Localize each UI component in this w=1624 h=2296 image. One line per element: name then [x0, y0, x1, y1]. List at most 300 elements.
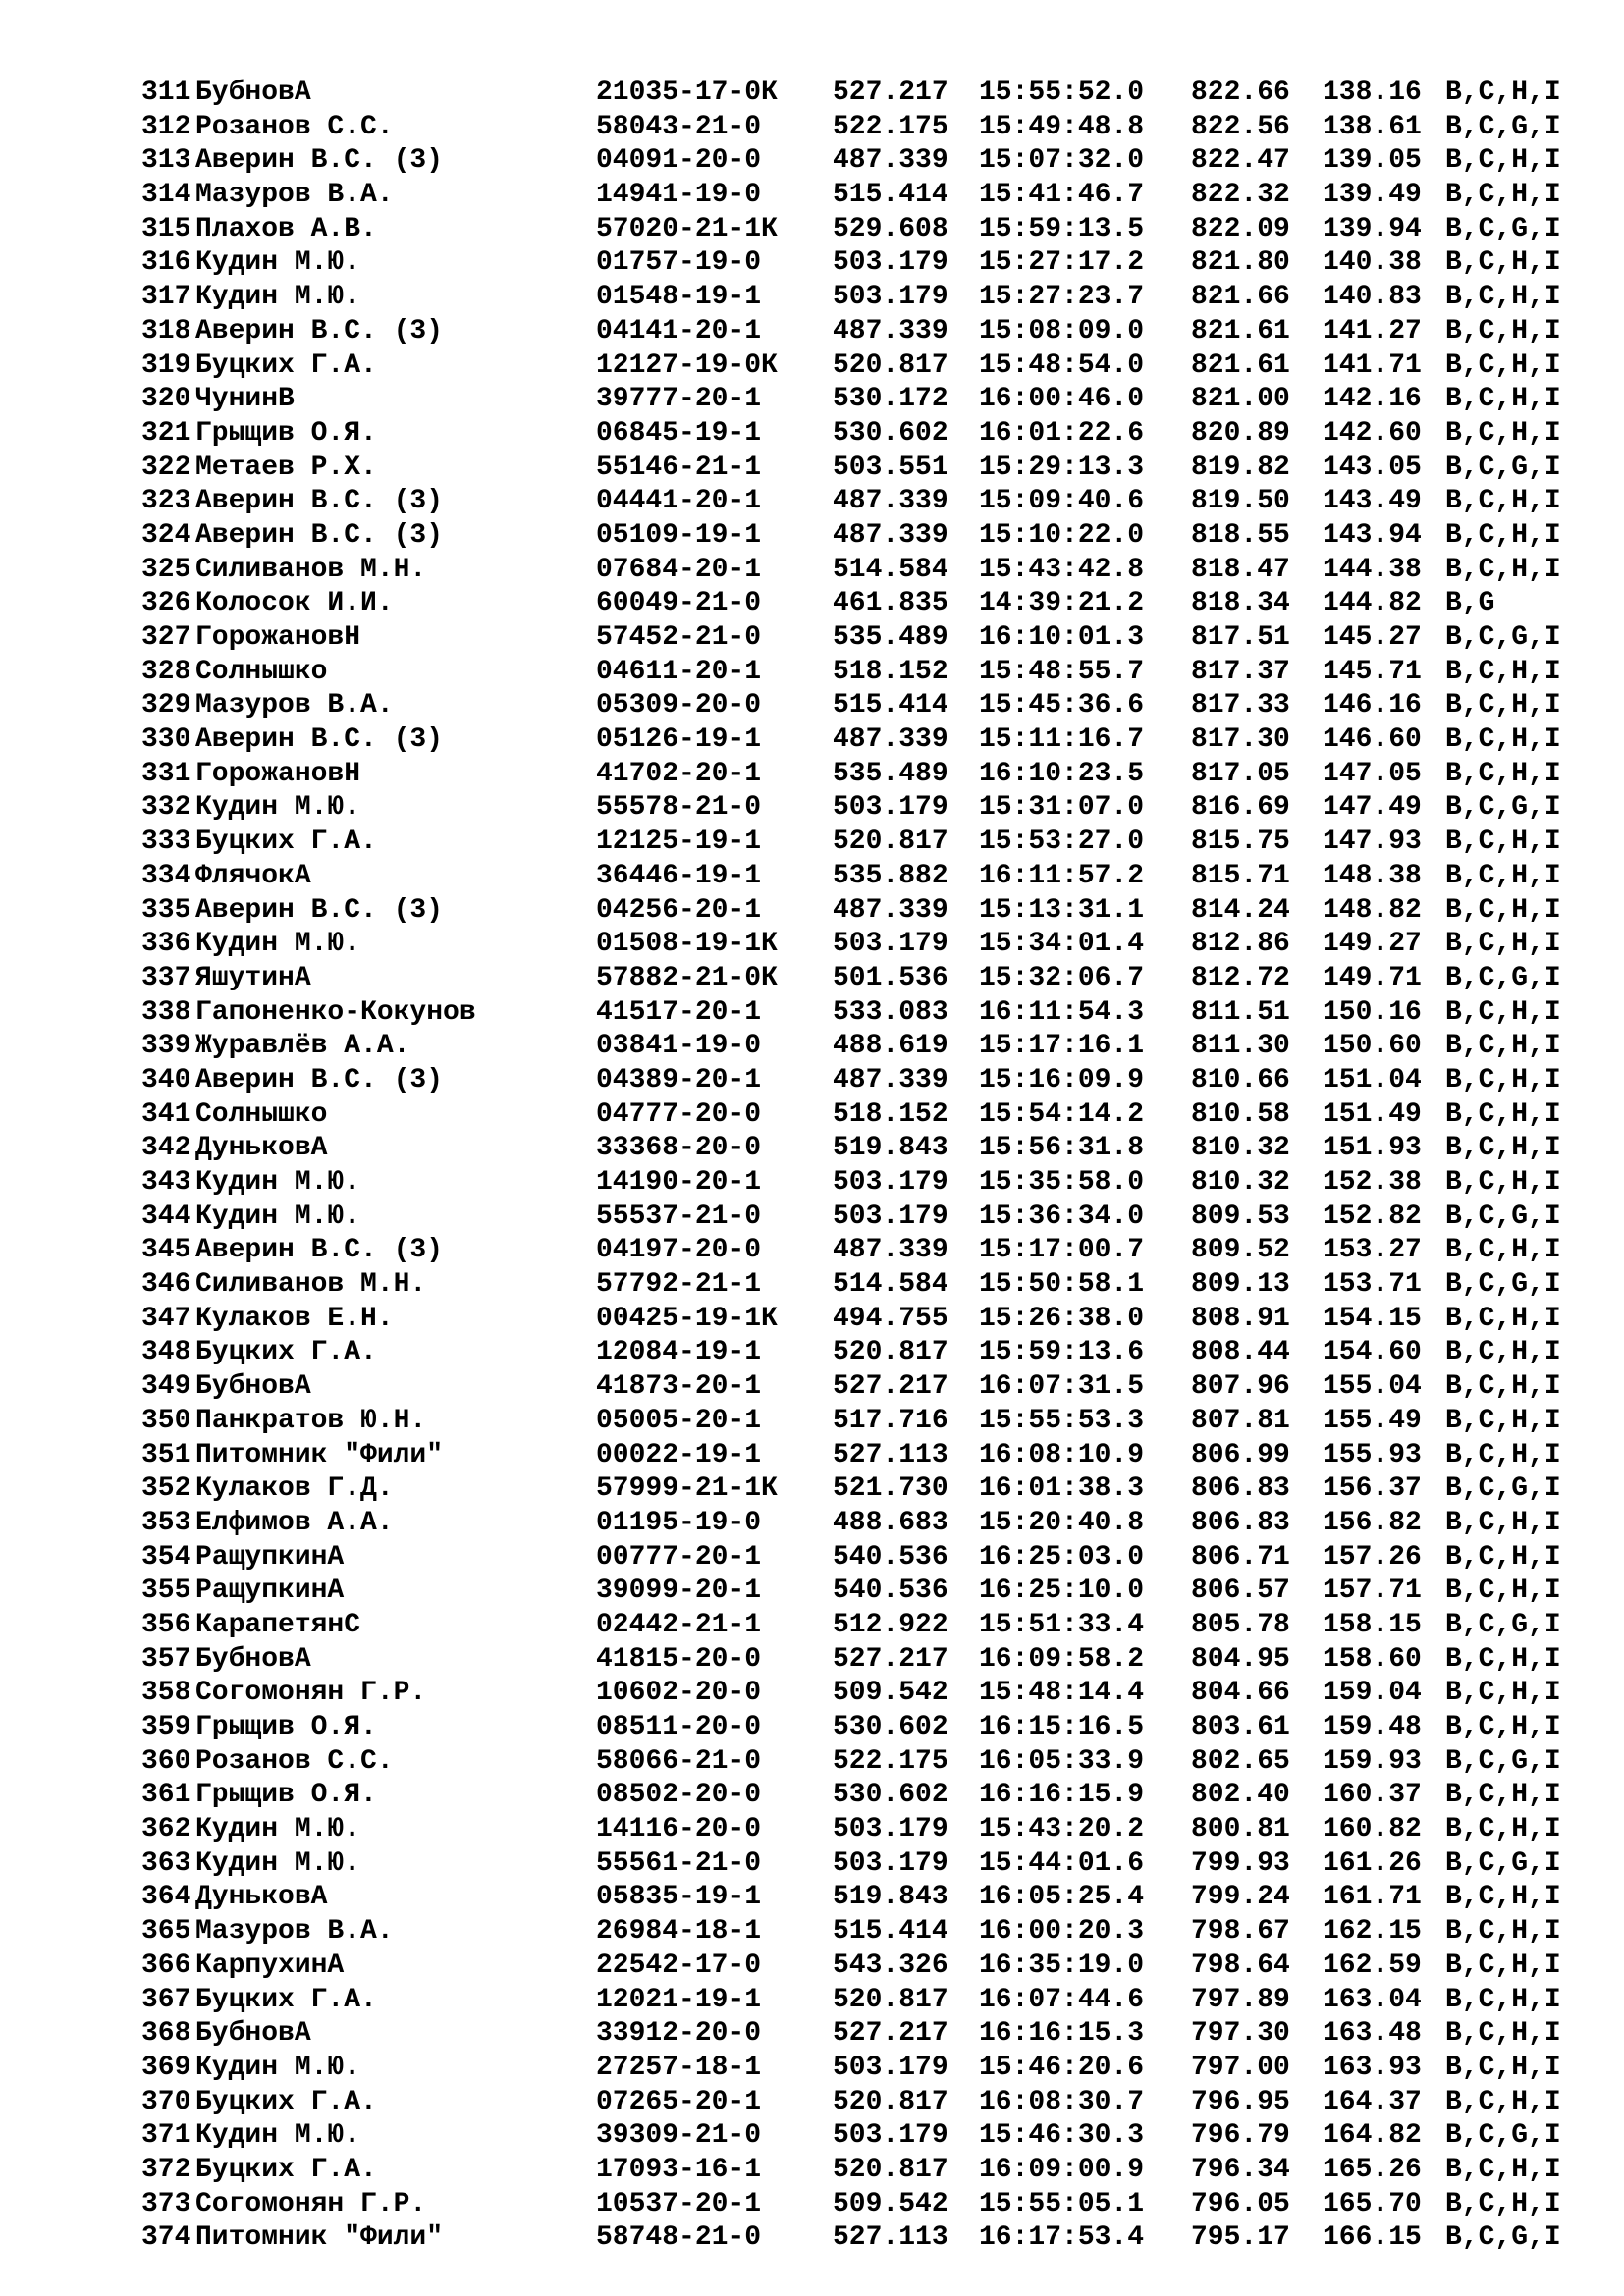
distance: 530.602 — [833, 417, 948, 449]
flags: B,C,H,I — [1445, 1780, 1561, 1811]
fancier-name: Панкратов Ю.Н. — [195, 1405, 427, 1436]
arrival-time: 15:26:38.0 — [979, 1303, 1145, 1334]
table-row — [141, 246, 1595, 281]
flags: B,C,H,I — [1445, 656, 1561, 687]
fancier-name: ФлячокА — [195, 860, 311, 891]
distance: 527.217 — [833, 1643, 948, 1675]
arrival-time: 15:41:46.7 — [979, 180, 1145, 211]
fancier-name: Согомонян Г.Р. — [195, 2188, 427, 2219]
flags: B,C,H,I — [1445, 1678, 1561, 1709]
ring-number: 55537-21-0 — [596, 1201, 762, 1232]
distance: 530.602 — [833, 1780, 948, 1811]
distance: 487.339 — [833, 519, 948, 551]
row-number: 371 — [141, 2120, 191, 2152]
ring-number: 03841-19-0 — [596, 1031, 762, 1062]
flags: B,C,H,I — [1445, 1541, 1561, 1573]
row-number: 313 — [141, 145, 191, 177]
ring-number: 12021-19-1 — [596, 1984, 762, 2015]
coefficient: 156.82 — [1323, 1507, 1422, 1538]
distance: 522.175 — [833, 1745, 948, 1777]
coefficient: 158.60 — [1323, 1643, 1422, 1675]
speed: 815.75 — [1191, 827, 1290, 858]
fancier-name: Грыщив О.Я. — [195, 417, 377, 449]
coefficient: 146.16 — [1323, 690, 1422, 721]
fancier-name: Солнышко — [195, 1098, 328, 1130]
table-row — [141, 2086, 1595, 2120]
fancier-name: Согомонян Г.Р. — [195, 1678, 427, 1709]
fancier-name: Розанов С.С. — [195, 1745, 394, 1777]
distance: 535.489 — [833, 758, 948, 789]
coefficient: 156.37 — [1323, 1473, 1422, 1505]
table-row — [141, 1166, 1595, 1201]
row-number: 318 — [141, 315, 191, 347]
fancier-name: Кудин М.Ю. — [195, 247, 361, 279]
fancier-name: БубновА — [195, 2018, 311, 2050]
ring-number: 57999-21-1К — [596, 1473, 778, 1505]
table-row — [141, 213, 1595, 247]
distance: 535.489 — [833, 622, 948, 653]
fancier-name: Питомник "Фили" — [195, 2222, 444, 2254]
flags: B,C,H,I — [1445, 996, 1561, 1028]
table-row — [141, 656, 1595, 690]
table-row — [141, 1677, 1595, 1711]
distance: 503.179 — [833, 1847, 948, 1879]
arrival-time: 16:25:03.0 — [979, 1541, 1145, 1573]
distance: 461.835 — [833, 588, 948, 619]
fancier-name: Розанов С.С. — [195, 111, 394, 142]
speed: 796.79 — [1191, 2120, 1290, 2152]
ring-number: 57452-21-0 — [596, 622, 762, 653]
fancier-name: ЧунинВ — [195, 384, 295, 415]
ring-number: 00777-20-1 — [596, 1541, 762, 1573]
speed: 807.81 — [1191, 1405, 1290, 1436]
flags: B,C,H,I — [1445, 2086, 1561, 2117]
ring-number: 41517-20-1 — [596, 996, 762, 1028]
arrival-time: 16:11:54.3 — [979, 996, 1145, 1028]
coefficient: 145.27 — [1323, 622, 1422, 653]
ring-number: 39777-20-1 — [596, 384, 762, 415]
table-row — [141, 281, 1595, 315]
ring-number: 04141-20-1 — [596, 315, 762, 347]
flags: B,C,H,I — [1445, 1439, 1561, 1470]
flags: B,C,H,I — [1445, 417, 1561, 449]
coefficient: 145.71 — [1323, 656, 1422, 687]
speed: 817.33 — [1191, 690, 1290, 721]
ring-number: 57792-21-1 — [596, 1269, 762, 1301]
distance: 519.843 — [833, 1882, 948, 1913]
ring-number: 00425-19-1К — [596, 1303, 778, 1334]
coefficient: 151.04 — [1323, 1064, 1422, 1095]
ring-number: 33368-20-0 — [596, 1133, 762, 1164]
flags: B,C,H,I — [1445, 1303, 1561, 1334]
flags: B,C,H,I — [1445, 827, 1561, 858]
table-row — [141, 417, 1595, 452]
ring-number: 07265-20-1 — [596, 2086, 762, 2117]
coefficient: 143.49 — [1323, 486, 1422, 517]
distance: 501.536 — [833, 962, 948, 993]
row-number: 327 — [141, 622, 191, 653]
table-row — [141, 315, 1595, 349]
flags: B,C,G,I — [1445, 622, 1561, 653]
row-number: 345 — [141, 1235, 191, 1266]
row-number: 363 — [141, 1847, 191, 1879]
flags: B,C,G,I — [1445, 213, 1561, 244]
table-row — [141, 2017, 1595, 2052]
distance: 487.339 — [833, 145, 948, 177]
arrival-time: 15:43:42.8 — [979, 554, 1145, 585]
distance: 518.152 — [833, 1098, 948, 1130]
arrival-time: 15:55:53.3 — [979, 1405, 1145, 1436]
coefficient: 157.26 — [1323, 1541, 1422, 1573]
speed: 799.93 — [1191, 1847, 1290, 1879]
row-number: 328 — [141, 656, 191, 687]
flags: B,C,G,I — [1445, 1269, 1561, 1301]
table-row — [141, 383, 1595, 417]
distance: 509.542 — [833, 2188, 948, 2219]
distance: 520.817 — [833, 2154, 948, 2185]
table-row — [141, 1439, 1595, 1473]
ring-number: 55578-21-0 — [596, 792, 762, 824]
table-row — [141, 1541, 1595, 1575]
row-number: 322 — [141, 452, 191, 483]
ring-number: 57020-21-1К — [596, 213, 778, 244]
distance: 515.414 — [833, 690, 948, 721]
fancier-name: Аверин В.С. (3) — [195, 486, 444, 517]
table-row — [141, 1711, 1595, 1745]
row-number: 311 — [141, 78, 191, 108]
fancier-name: Кудин М.Ю. — [195, 282, 361, 313]
fancier-name: КарпухинА — [195, 1949, 345, 1981]
row-number: 330 — [141, 724, 191, 756]
distance: 530.172 — [833, 384, 948, 415]
speed: 810.58 — [1191, 1098, 1290, 1130]
table-row — [141, 1268, 1595, 1303]
table-row — [141, 2119, 1595, 2154]
fancier-name: РащупкинА — [195, 1541, 345, 1573]
table-row — [141, 689, 1595, 723]
distance: 488.619 — [833, 1031, 948, 1062]
speed: 808.91 — [1191, 1303, 1290, 1334]
row-number: 340 — [141, 1064, 191, 1095]
arrival-time: 15:55:52.0 — [979, 78, 1145, 108]
row-number: 314 — [141, 180, 191, 211]
speed: 818.34 — [1191, 588, 1290, 619]
row-number: 351 — [141, 1439, 191, 1470]
fancier-name: Буцких Г.А. — [195, 2086, 377, 2117]
distance: 518.152 — [833, 656, 948, 687]
table-row — [141, 1507, 1595, 1541]
coefficient: 163.93 — [1323, 2052, 1422, 2083]
fancier-name: Аверин В.С. (3) — [195, 315, 444, 347]
distance: 520.817 — [833, 2086, 948, 2117]
coefficient: 163.48 — [1323, 2018, 1422, 2050]
fancier-name: Плахов А.В. — [195, 213, 377, 244]
table-row — [141, 1098, 1595, 1133]
row-number: 316 — [141, 247, 191, 279]
coefficient: 149.71 — [1323, 962, 1422, 993]
arrival-time: 15:48:55.7 — [979, 656, 1145, 687]
speed: 817.51 — [1191, 622, 1290, 653]
speed: 809.53 — [1191, 1201, 1290, 1232]
fancier-name: БубновА — [195, 1371, 311, 1403]
table-row — [141, 519, 1595, 554]
ring-number: 05309-20-0 — [596, 690, 762, 721]
flags: B,C,H,I — [1445, 1098, 1561, 1130]
flags: B,C,H,I — [1445, 860, 1561, 891]
speed: 811.51 — [1191, 996, 1290, 1028]
distance: 540.536 — [833, 1575, 948, 1607]
distance: 487.339 — [833, 894, 948, 926]
distance: 522.175 — [833, 111, 948, 142]
speed: 812.72 — [1191, 962, 1290, 993]
arrival-time: 16:07:44.6 — [979, 1984, 1145, 2015]
distance: 487.339 — [833, 1064, 948, 1095]
fancier-name: Кулаков Г.Д. — [195, 1473, 394, 1505]
table-row — [141, 349, 1595, 384]
coefficient: 142.60 — [1323, 417, 1422, 449]
speed: 797.30 — [1191, 2018, 1290, 2050]
fancier-name: Кудин М.Ю. — [195, 2120, 361, 2152]
coefficient: 142.16 — [1323, 384, 1422, 415]
fancier-name: Аверин В.С. (3) — [195, 1064, 444, 1095]
speed: 822.47 — [1191, 145, 1290, 177]
table-row — [141, 179, 1595, 213]
row-number: 374 — [141, 2222, 191, 2254]
flags: B,C,H,I — [1445, 724, 1561, 756]
fancier-name: Метаев Р.Х. — [195, 452, 377, 483]
flags: B,C,G,I — [1445, 2222, 1561, 2254]
table-row — [141, 144, 1595, 179]
flags: B,C,H,I — [1445, 247, 1561, 279]
arrival-time: 15:07:32.0 — [979, 145, 1145, 177]
ring-number: 04091-20-0 — [596, 145, 762, 177]
speed: 817.37 — [1191, 656, 1290, 687]
fancier-name: Силиванов М.Н. — [195, 1269, 427, 1301]
speed: 821.61 — [1191, 349, 1290, 381]
table-row — [141, 894, 1595, 929]
flags: B,C,H,I — [1445, 1643, 1561, 1675]
row-number: 354 — [141, 1541, 191, 1573]
speed: 802.65 — [1191, 1745, 1290, 1777]
table-row — [141, 1813, 1595, 1847]
table-row — [141, 2052, 1595, 2086]
coefficient: 147.93 — [1323, 827, 1422, 858]
ring-number: 58748-21-0 — [596, 2222, 762, 2254]
fancier-name: Колосок И.И. — [195, 588, 394, 619]
arrival-time: 15:46:30.3 — [979, 2120, 1145, 2152]
ring-number: 05126-19-1 — [596, 724, 762, 756]
speed: 817.05 — [1191, 758, 1290, 789]
arrival-time: 15:29:13.3 — [979, 452, 1145, 483]
speed: 819.82 — [1191, 452, 1290, 483]
arrival-time: 15:27:23.7 — [979, 282, 1145, 313]
coefficient: 151.49 — [1323, 1098, 1422, 1130]
row-number: 348 — [141, 1337, 191, 1368]
coefficient: 139.94 — [1323, 213, 1422, 244]
speed: 810.32 — [1191, 1133, 1290, 1164]
row-number: 360 — [141, 1745, 191, 1777]
flags: B,C,G,I — [1445, 1473, 1561, 1505]
ring-number: 39099-20-1 — [596, 1575, 762, 1607]
coefficient: 155.49 — [1323, 1405, 1422, 1436]
arrival-time: 15:13:31.1 — [979, 894, 1145, 926]
table-row — [141, 2154, 1595, 2188]
distance: 512.922 — [833, 1609, 948, 1640]
arrival-time: 15:36:34.0 — [979, 1201, 1145, 1232]
arrival-time: 15:44:01.6 — [979, 1847, 1145, 1879]
fancier-name: Мазуров В.А. — [195, 180, 394, 211]
arrival-time: 15:35:58.0 — [979, 1167, 1145, 1198]
flags: B,C,G,I — [1445, 792, 1561, 824]
speed: 809.13 — [1191, 1269, 1290, 1301]
row-number: 372 — [141, 2154, 191, 2185]
fancier-name: Буцких Г.А. — [195, 2154, 377, 2185]
table-row — [141, 1949, 1595, 1984]
flags: B,C,H,I — [1445, 145, 1561, 177]
speed: 822.32 — [1191, 180, 1290, 211]
arrival-time: 15:27:17.2 — [979, 247, 1145, 279]
speed: 802.40 — [1191, 1780, 1290, 1811]
arrival-time: 15:50:58.1 — [979, 1269, 1145, 1301]
distance: 487.339 — [833, 486, 948, 517]
speed: 818.47 — [1191, 554, 1290, 585]
arrival-time: 16:08:10.9 — [979, 1439, 1145, 1470]
flags: B,C,G,I — [1445, 111, 1561, 142]
distance: 530.602 — [833, 1712, 948, 1742]
coefficient: 147.05 — [1323, 758, 1422, 789]
flags: B,C,H,I — [1445, 690, 1561, 721]
flags: B,C,H,I — [1445, 1712, 1561, 1742]
speed: 797.00 — [1191, 2052, 1290, 2083]
distance: 503.179 — [833, 2052, 948, 2083]
distance: 520.817 — [833, 349, 948, 381]
ring-number: 01548-19-1 — [596, 282, 762, 313]
table-row — [141, 723, 1595, 758]
row-number: 326 — [141, 588, 191, 619]
ring-number: 01195-19-0 — [596, 1507, 762, 1538]
fancier-name: ЯшутинА — [195, 962, 311, 993]
arrival-time: 16:01:22.6 — [979, 417, 1145, 449]
row-number: 324 — [141, 519, 191, 551]
distance: 494.755 — [833, 1303, 948, 1334]
speed: 806.57 — [1191, 1575, 1290, 1607]
coefficient: 159.04 — [1323, 1678, 1422, 1709]
arrival-time: 16:05:25.4 — [979, 1882, 1145, 1913]
table-row — [141, 1234, 1595, 1268]
speed: 822.09 — [1191, 213, 1290, 244]
flags: B,C,H,I — [1445, 1235, 1561, 1266]
speed: 819.50 — [1191, 486, 1290, 517]
row-number: 353 — [141, 1507, 191, 1538]
flags: B,C,H,I — [1445, 1814, 1561, 1845]
flags: B,C,H,I — [1445, 349, 1561, 381]
ring-number: 14941-19-0 — [596, 180, 762, 211]
fancier-name: Кудин М.Ю. — [195, 929, 361, 960]
speed: 810.32 — [1191, 1167, 1290, 1198]
speed: 810.66 — [1191, 1064, 1290, 1095]
row-number: 325 — [141, 554, 191, 585]
distance: 533.083 — [833, 996, 948, 1028]
distance: 529.608 — [833, 213, 948, 244]
coefficient: 152.82 — [1323, 1201, 1422, 1232]
ring-number: 02442-21-1 — [596, 1609, 762, 1640]
row-number: 317 — [141, 282, 191, 313]
arrival-time: 15:08:09.0 — [979, 315, 1145, 347]
row-number: 367 — [141, 1984, 191, 2015]
speed: 806.83 — [1191, 1473, 1290, 1505]
row-number: 323 — [141, 486, 191, 517]
fancier-name: Кулаков Е.Н. — [195, 1303, 394, 1334]
flags: B,C,H,I — [1445, 1031, 1561, 1062]
ring-number: 41702-20-1 — [596, 758, 762, 789]
fancier-name: Кудин М.Ю. — [195, 1167, 361, 1198]
flags: B,C,G,I — [1445, 962, 1561, 993]
arrival-time: 15:17:16.1 — [979, 1031, 1145, 1062]
coefficient: 161.71 — [1323, 1882, 1422, 1913]
table-row — [141, 1303, 1595, 1337]
ring-number: 14116-20-0 — [596, 1814, 762, 1845]
table-row — [141, 485, 1595, 519]
coefficient: 163.04 — [1323, 1984, 1422, 2015]
row-number: 368 — [141, 2018, 191, 2050]
fancier-name: Питомник "Фили" — [195, 1439, 444, 1470]
ring-number: 41815-20-0 — [596, 1643, 762, 1675]
fancier-name: ДуньковА — [195, 1882, 328, 1913]
coefficient: 154.15 — [1323, 1303, 1422, 1334]
speed: 806.71 — [1191, 1541, 1290, 1573]
ring-number: 04611-20-1 — [596, 656, 762, 687]
coefficient: 165.70 — [1323, 2188, 1422, 2219]
table-row — [141, 791, 1595, 826]
coefficient: 165.26 — [1323, 2154, 1422, 2185]
flags: B,C,G,I — [1445, 1847, 1561, 1879]
flags: B,C,H,I — [1445, 894, 1561, 926]
distance: 527.113 — [833, 2222, 948, 2254]
flags: B,C,H,I — [1445, 78, 1561, 108]
arrival-time: 16:16:15.3 — [979, 2018, 1145, 2050]
ring-number: 58043-21-0 — [596, 111, 762, 142]
coefficient: 140.38 — [1323, 247, 1422, 279]
arrival-time: 15:55:05.1 — [979, 2188, 1145, 2219]
speed: 804.95 — [1191, 1643, 1290, 1675]
arrival-time: 16:00:20.3 — [979, 1916, 1145, 1948]
row-number: 361 — [141, 1780, 191, 1811]
fancier-name: Грыщив О.Я. — [195, 1712, 377, 1742]
row-number: 336 — [141, 929, 191, 960]
ring-number: 21035-17-0К — [596, 78, 778, 108]
flags: B,C,G,I — [1445, 1609, 1561, 1640]
table-row — [141, 621, 1595, 656]
distance: 509.542 — [833, 1678, 948, 1709]
row-number: 346 — [141, 1269, 191, 1301]
distance: 503.179 — [833, 2120, 948, 2152]
fancier-name: Кудин М.Ю. — [195, 1847, 361, 1879]
coefficient: 143.05 — [1323, 452, 1422, 483]
fancier-name: Солнышко — [195, 656, 328, 687]
distance: 520.817 — [833, 1337, 948, 1368]
coefficient: 155.04 — [1323, 1371, 1422, 1403]
distance: 503.179 — [833, 929, 948, 960]
arrival-time: 16:16:15.9 — [979, 1780, 1145, 1811]
distance: 488.683 — [833, 1507, 948, 1538]
distance: 503.179 — [833, 792, 948, 824]
distance: 521.730 — [833, 1473, 948, 1505]
arrival-time: 15:11:16.7 — [979, 724, 1145, 756]
row-number: 352 — [141, 1473, 191, 1505]
table-row — [141, 1643, 1595, 1678]
arrival-time: 15:45:36.6 — [979, 690, 1145, 721]
row-number: 366 — [141, 1949, 191, 1981]
